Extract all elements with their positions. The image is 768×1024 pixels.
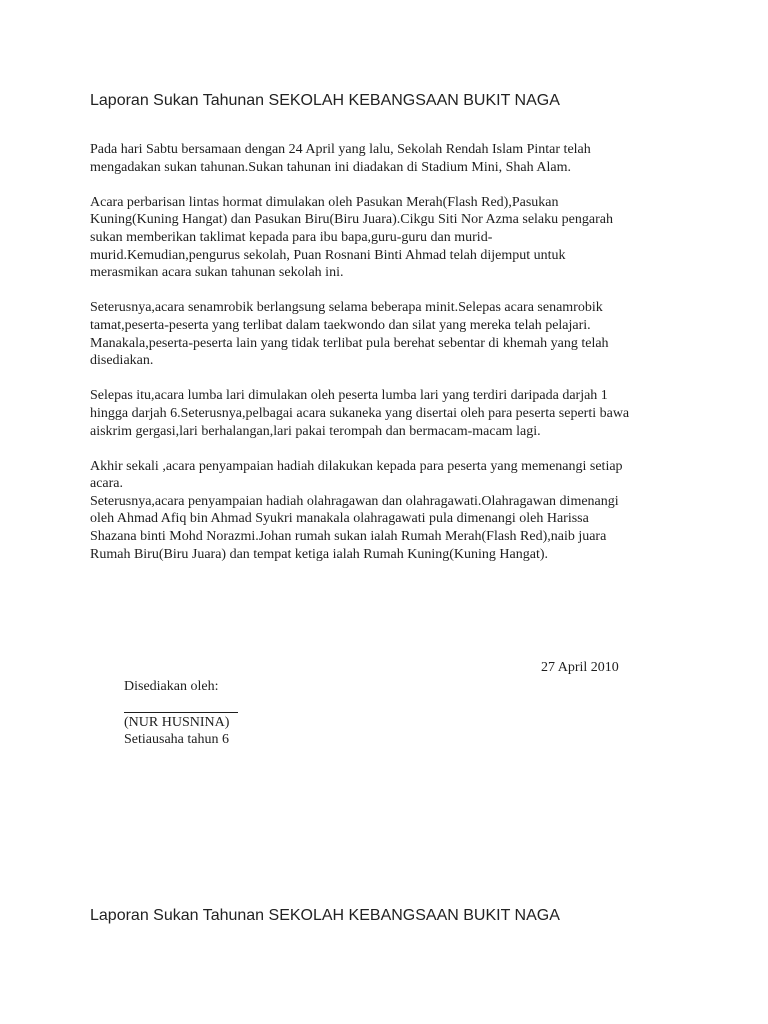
paragraph-5 [90, 458, 690, 564]
paragraph-line: Seterusnya,acara penyampaian hadiah olahragawan dan olahragawati.Olahragawan dimenangi [90, 493, 619, 509]
paragraph-3 [90, 299, 690, 369]
paragraph-line: acara. [90, 476, 124, 492]
paragraph-line: oleh Ahmad Afiq bin Ahmad Syukri manakala olahragawati pula dimenangi oleh Harissa [90, 511, 589, 527]
paragraph-line: Selepas itu,acara lumba lari dimulakan oleh peserta lumba lari yang terdiri daripada darjah 1 [90, 388, 608, 404]
paragraph-line: Kuning(Kuning Hangat) dan Pasukan Biru(Biru Juara).Cikgu Siti Nor Azma selaku pengarah [90, 212, 613, 228]
paragraph-line: Rumah Biru(Biru Juara) dan tempat ketiga ialah Rumah Kuning(Kuning Hangat). [90, 546, 549, 562]
paragraph-line: murid.Kemudian,pengurus sekolah, Puan Rosnani Binti Ahmad telah dijemput untuk [90, 247, 566, 263]
report-date: 27 April 2010 [541, 660, 619, 675]
paragraph-line: tamat,peserta-peserta yang terlibat dalam taekwondo dan silat yang mereka telah pelajari. [90, 317, 591, 333]
paragraph-1 [90, 141, 690, 176]
paragraph-line: Acara perbarisan lintas hormat dimulakan oleh Pasukan Merah(Flash Red),Pasukan [90, 194, 559, 210]
signature-block [124, 678, 238, 749]
paragraph-line: disediakan. [90, 353, 154, 369]
paragraph-line: Manakala,peserta-peserta lain yang tidak terlibat pula berehat sebentar di khemah yang telah [90, 335, 609, 351]
footer-title: Laporan Sukan Tahunan SEKOLAH KEBANGSAAN BUKIT NAGA [90, 907, 560, 924]
signatory-name: (NUR HUSNINA) [124, 714, 230, 730]
paragraph-line: Pada hari Sabtu bersamaan dengan 24 April yang lalu, Sekolah Rendah Islam Pintar telah [90, 142, 591, 157]
paragraph-line: sukan memberikan taklimat kepada para ibu bapa,guru-guru dan murid- [90, 229, 493, 245]
paragraph-line: merasmikan acara sukan tahunan sekolah ini. [90, 265, 344, 281]
document-body [90, 141, 690, 581]
paragraph-line: mengadakan sukan tahunan.Sukan tahunan ini diadakan di Stadium Mini, Shah Alam. [90, 159, 571, 175]
prepared-by-label: Disediakan oleh: [124, 679, 219, 694]
paragraph-4 [90, 387, 690, 440]
paragraph-line: aiskrim gergasi,lari berhalangan,lari pakai terompah dan bermacam-macam lagi. [90, 423, 541, 439]
signatory-position: Setiausaha tahun 6 [124, 732, 229, 748]
paragraph-line: Shazana binti Mohd Norazmi.Johan rumah sukan ialah Rumah Merah(Flash Red),naib juara [90, 529, 607, 545]
paragraph-line: Seterusnya,acara senamrobik berlangsung selama beberapa minit.Selepas acara senamrobik [90, 300, 603, 316]
document-title: Laporan Sukan Tahunan SEKOLAH KEBANGSAAN BUKIT NAGA [90, 92, 560, 109]
paragraph-line: Akhir sekali ,acara penyampaian hadiah dilakukan kepada para peserta yang memenangi setiap [90, 458, 623, 474]
paragraph-2 [90, 194, 690, 282]
signature-line [124, 696, 238, 713]
paragraph-line: hingga darjah 6.Seterusnya,pelbagai acara sukaneka yang disertai oleh para peserta seperti bawa [90, 405, 630, 421]
